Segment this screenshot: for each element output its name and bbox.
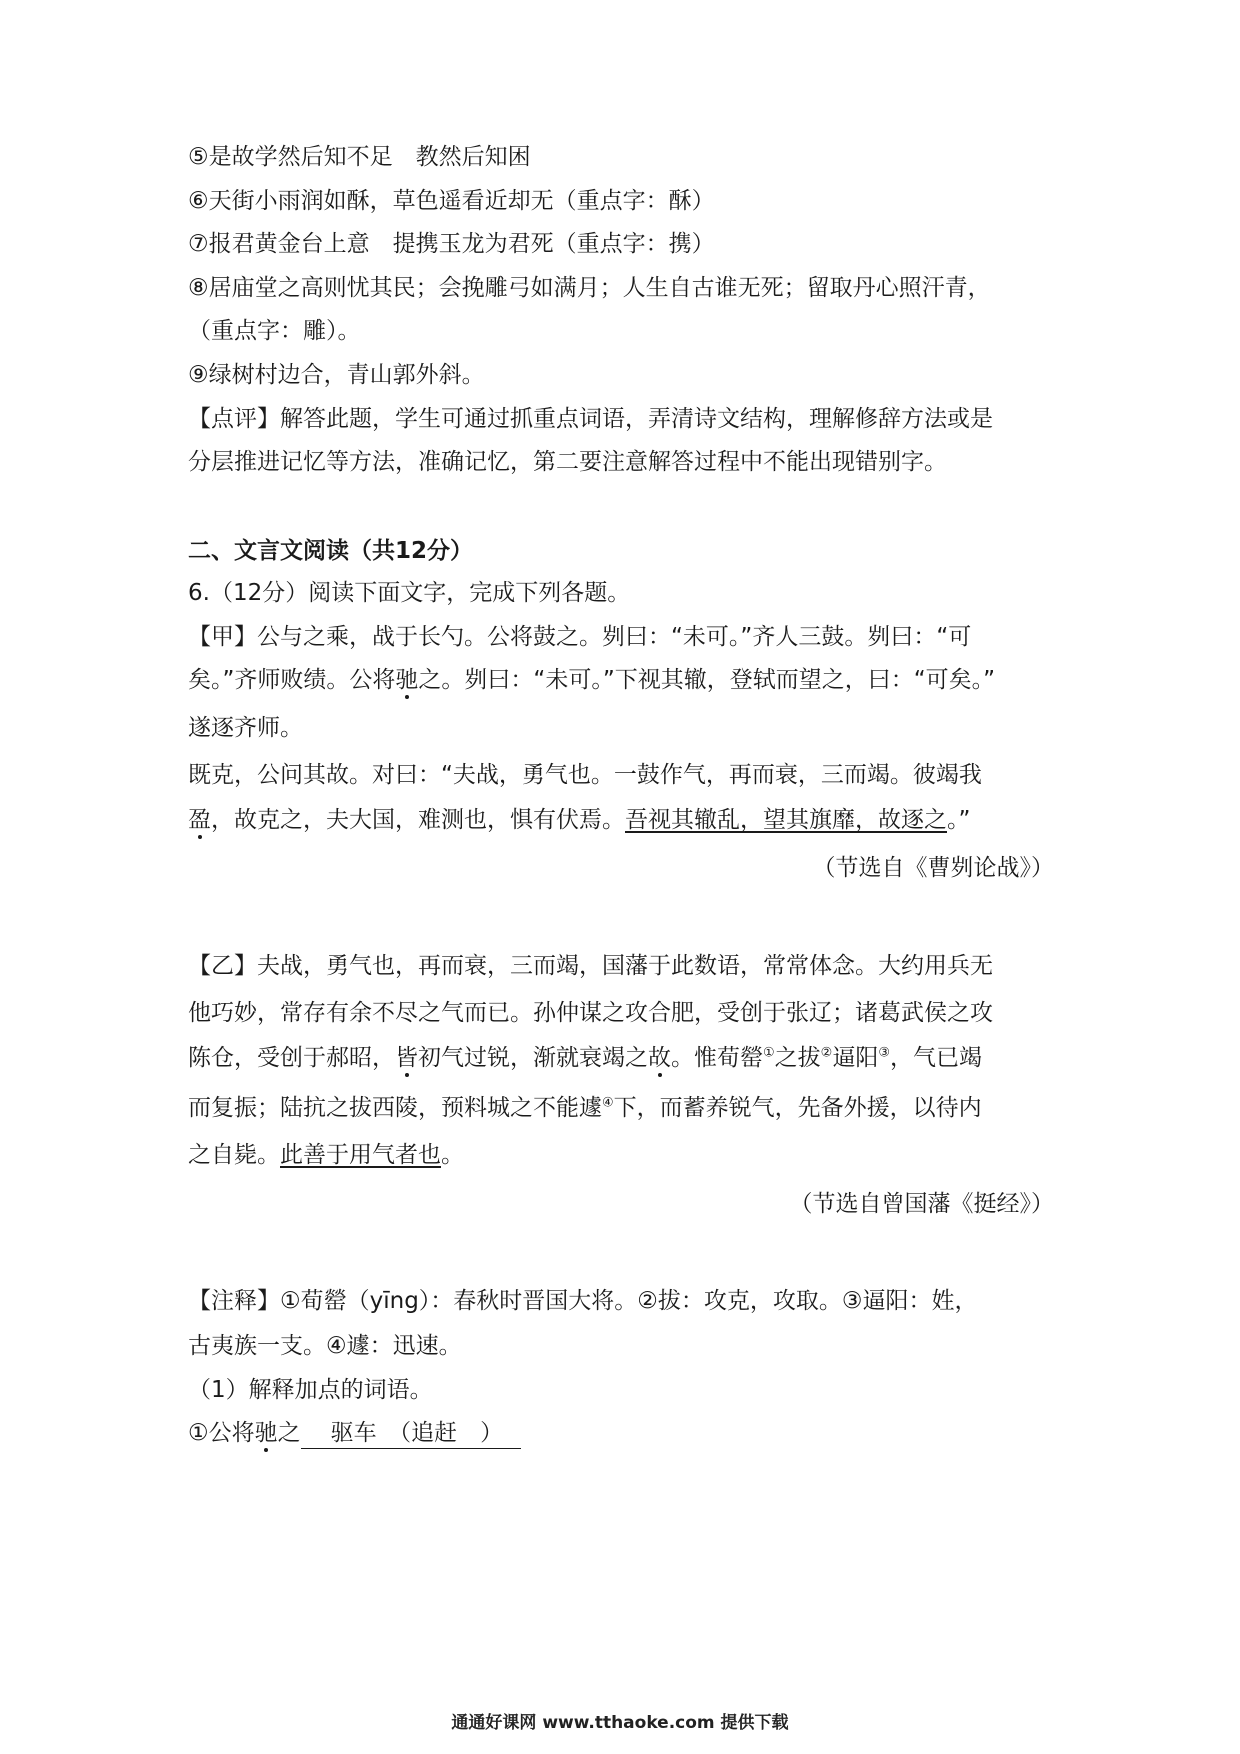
page-footer: 通通好课网 www.tthaoke.com 提供下载 bbox=[451, 1713, 789, 1733]
sub-item-1: ①公将驰之 驱车 （追赶 ） bbox=[188, 1418, 521, 1449]
jia-line4: 既克，公问其故。对曰：“夫战，勇气也。一鼓作气，再而衰，三而竭。彼竭我 bbox=[188, 762, 982, 788]
note-marker: ④ bbox=[602, 1095, 614, 1111]
yi-line4: 而复振；陆抗之拔西陵，预料城之不能遽④下，而蓄养锐气，先备外援，以待内 bbox=[188, 1095, 982, 1121]
comment-line2: 分层推进记忆等方法，准确记忆，第二要注意解答过程中不能出现错别字。 bbox=[188, 449, 947, 475]
section-heading: 二、文言文阅读（共12分） bbox=[188, 538, 474, 564]
yi-line1: 【乙】夫战，勇气也，再而衰，三而竭，国藩于此数语，常常体念。大约用兵无 bbox=[188, 953, 993, 979]
jia-line3: 遂逐齐师。 bbox=[188, 715, 303, 741]
jia-line5: 盈，故克之，夫大国，难测也，惧有伏焉。吾视其辙乱，望其旗靡，故逐之。” bbox=[188, 807, 971, 833]
note-marker: ① bbox=[763, 1045, 775, 1061]
answer-8-line2: （重点字：雕）。 bbox=[188, 318, 361, 344]
comment-line1: 【点评】解答此题，学生可通过抓重点词语，弄清诗文结构，理解修辞方法或是 bbox=[188, 406, 993, 432]
underlined-sentence: 此善于用气者也 bbox=[280, 1142, 441, 1168]
answer-5: ⑤是故学然后知不足 教然后知困 bbox=[188, 144, 531, 170]
notes-line2: 古夷族一支。④遽：迅速。 bbox=[188, 1333, 462, 1359]
yi-line2: 他巧妙，常存有余不尽之气而已。孙仲谋之攻合肥，受创于张辽；诸葛武侯之攻 bbox=[188, 1000, 993, 1026]
note-marker: ② bbox=[820, 1045, 833, 1061]
answer-8-line1: ⑧居庙堂之高则忧其民；会挽雕弓如满月；人生自古谁无死；留取丹心照汗青， bbox=[188, 275, 991, 301]
sub-question-1: （1）解释加点的词语。 bbox=[188, 1377, 433, 1403]
yi-line5: 之自毙。此善于用气者也。 bbox=[188, 1142, 464, 1168]
dotted-char: 皆 bbox=[395, 1045, 418, 1071]
dotted-char: 故 bbox=[648, 1045, 671, 1071]
notes-line1: 【注释】①荀罃（yīng）：春秋时晋国大将。②拔：攻克，攻取。③逼阳：姓， bbox=[188, 1288, 978, 1314]
note-marker: ③ bbox=[878, 1045, 890, 1061]
yi-line3: 陈仓，受创于郝昭，皆初气过锐，渐就衰竭之故。惟荀罃①之拔②逼阳③，气已竭 bbox=[188, 1045, 982, 1071]
question-6: 6.（12分）阅读下面文字，完成下列各题。 bbox=[188, 580, 631, 606]
answer-6: ⑥天街小雨润如酥，草色遥看近却无（重点字：酥） bbox=[188, 188, 715, 214]
dotted-char: 盈 bbox=[188, 807, 211, 833]
dotted-char: 驰 bbox=[254, 1420, 278, 1446]
answer-7: ⑦报君黄金台上意 提携玉龙为君死（重点字：携） bbox=[188, 231, 715, 257]
yi-source: （节选自曾国藩《挺经》） bbox=[789, 1191, 1054, 1217]
jia-line1: 【甲】公与之乘，战于长勺。公将鼓之。刿曰：“未可。”齐人三鼓。刿曰：“可 bbox=[188, 624, 972, 650]
underlined-sentence: 吾视其辙乱，望其旗靡，故逐之 bbox=[625, 807, 947, 833]
answer-9: ⑨绿树村边合，青山郭外斜。 bbox=[188, 362, 485, 388]
jia-line2: 矣。”齐师败绩。公将驰之。刿曰：“未可。”下视其辙，登轼而望之，曰：“可矣。” bbox=[188, 667, 996, 693]
dotted-char: 驰 bbox=[395, 667, 419, 693]
answer-blank: 驱车 （追赶 ） bbox=[301, 1418, 522, 1449]
jia-source: （节选自《曹刿论战》） bbox=[812, 855, 1054, 881]
